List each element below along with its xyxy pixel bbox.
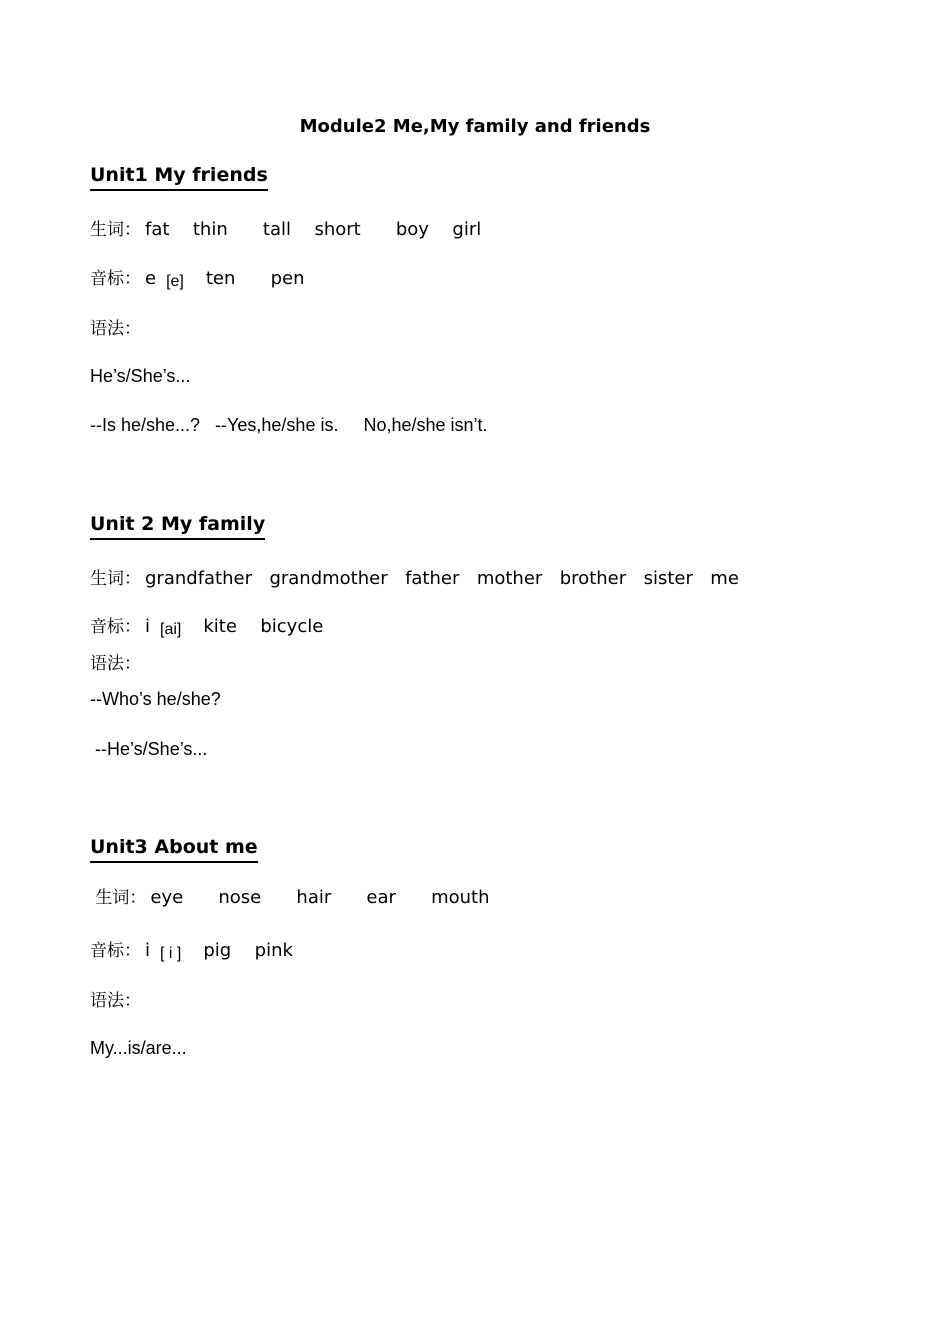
phonics-words: ten pen	[205, 268, 305, 289]
unit2-grammar-line2: --He’s/She’s...	[90, 739, 208, 759]
unit3-phonics-row	[90, 942, 293, 960]
phonics-symbol: [ i ]	[160, 945, 182, 962]
phonics-letter: i	[145, 616, 151, 637]
unit3-vocab-row	[90, 889, 490, 907]
unit1-phonics-row	[90, 270, 305, 288]
phonics-label: 音标：	[90, 617, 141, 637]
unit1-grammar-label: 语法：	[90, 319, 141, 339]
unit2-vocab-row	[90, 570, 739, 588]
vocab-label: 生词：	[90, 888, 147, 908]
unit1-grammar-line2: --Is he/she...? --Yes,he/she is. No,he/she isn’t.	[90, 415, 488, 435]
unit2-grammar-line1: --Who’s he/she?	[90, 689, 221, 709]
vocab-words: fat thin tall short boy girl	[145, 219, 482, 240]
phonics-symbol: [e]	[166, 273, 184, 290]
unit1-vocab-row	[90, 221, 481, 239]
phonics-label: 音标：	[90, 269, 141, 289]
phonics-words: pig pink	[203, 940, 293, 961]
phonics-letter: i	[145, 940, 151, 961]
vocab-label: 生词：	[90, 569, 141, 589]
phonics-label: 音标：	[90, 941, 141, 961]
vocab-label: 生词：	[90, 220, 141, 240]
unit3-grammar-label: 语法：	[90, 991, 141, 1011]
unit2-grammar-label: 语法：	[90, 654, 141, 674]
unit1-grammar-line1: He’s/She’s...	[90, 366, 191, 386]
unit3-heading: Unit3 About me	[90, 838, 258, 863]
vocab-words: eye nose hair ear mouth	[150, 887, 490, 908]
phonics-symbol: [ai]	[160, 621, 182, 638]
unit1-heading: Unit1 My friends	[90, 166, 268, 191]
unit2-heading: Unit 2 My family	[90, 515, 265, 540]
vocab-words: grandfather grandmother father mother brother sister me	[145, 568, 739, 589]
phonics-letter: e	[145, 268, 157, 289]
unit3-grammar-line1: My...is/are...	[90, 1038, 187, 1058]
document-title: Module2 Me,My family and friends	[299, 116, 651, 137]
unit2-phonics-row	[90, 618, 323, 636]
phonics-words: kite bicycle	[203, 616, 324, 637]
